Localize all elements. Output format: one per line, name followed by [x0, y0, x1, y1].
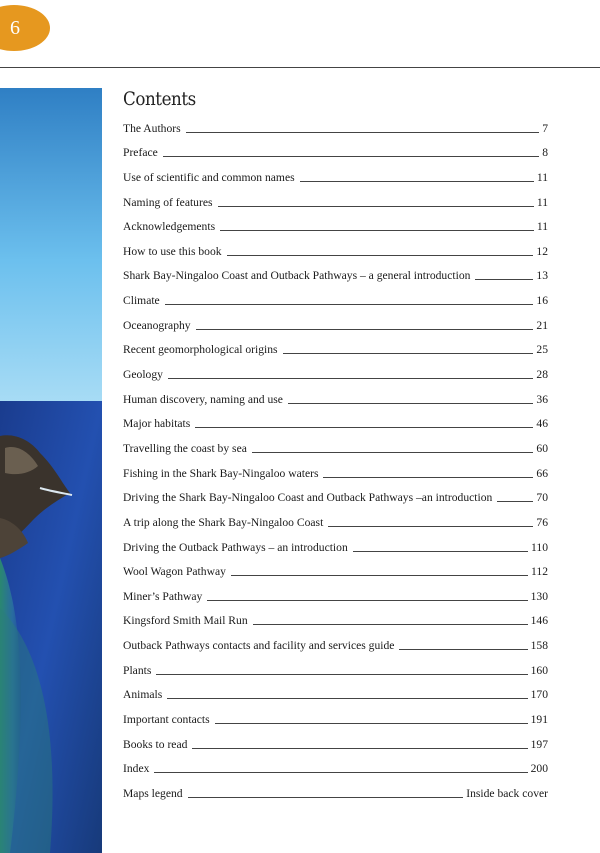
dot-leader: [123, 304, 548, 305]
toc-entry-page: 21: [533, 320, 548, 332]
toc-entry-page: 110: [528, 542, 548, 554]
toc-entry-page: 46: [533, 418, 548, 430]
toc-entry: [123, 386, 548, 411]
toc-entry-page: 191: [528, 714, 548, 726]
toc-entry-page: Inside back cover: [463, 788, 548, 800]
toc-entry-page: 197: [528, 739, 548, 751]
toc-entry-title: Outback Pathways contacts and facility and services guide: [123, 640, 399, 652]
header-rule: [0, 67, 600, 68]
dot-leader: [123, 132, 548, 133]
toc-entry-page: 60: [533, 443, 548, 455]
dot-leader: [123, 378, 548, 379]
toc-entry: [123, 559, 548, 584]
toc-entry-page: 7: [539, 123, 548, 135]
table-of-contents: [123, 115, 548, 805]
toc-entry-page: 11: [534, 197, 548, 209]
toc-entry-title: Plants: [123, 665, 156, 677]
toc-entry-title: Acknowledgements: [123, 221, 220, 233]
toc-entry-title: Driving the Outback Pathways – an introduction: [123, 542, 353, 554]
dot-leader: [123, 674, 548, 675]
toc-entry-title: Index: [123, 763, 154, 775]
toc-entry-page: 112: [528, 566, 548, 578]
toc-entry: [123, 140, 548, 165]
toc-entry-page: 76: [533, 517, 548, 529]
toc-entry-page: 16: [533, 295, 548, 307]
toc-entry: [123, 189, 548, 214]
toc-entry-title: Climate: [123, 295, 165, 307]
toc-entry-page: 11: [534, 172, 548, 184]
toc-entry: [123, 756, 548, 781]
toc-entry-page: 12: [533, 246, 548, 258]
toc-entry: [123, 460, 548, 485]
toc-entry: [123, 361, 548, 386]
toc-entry-page: 13: [533, 270, 548, 282]
toc-entry: [123, 337, 548, 362]
toc-entry: [123, 780, 548, 805]
toc-entry-title: Major habitats: [123, 418, 195, 430]
toc-entry-title: Wool Wagon Pathway: [123, 566, 231, 578]
toc-entry-title: Shark Bay-Ningaloo Coast and Outback Pathways – a general introduction: [123, 270, 475, 282]
page-number: 6: [10, 17, 20, 39]
toc-entry-title: Oceanography: [123, 320, 196, 332]
toc-entry: [123, 682, 548, 707]
toc-entry: [123, 731, 548, 756]
toc-entry-page: 170: [528, 689, 548, 701]
toc-entry-title: Recent geomorphological origins: [123, 344, 283, 356]
toc-entry-title: Geology: [123, 369, 168, 381]
toc-entry-title: Maps legend: [123, 788, 188, 800]
toc-entry: [123, 312, 548, 337]
toc-entry-title: The Authors: [123, 123, 186, 135]
toc-entry: [123, 164, 548, 189]
toc-entry-page: 11: [534, 221, 548, 233]
toc-entry-title: How to use this book: [123, 246, 227, 258]
toc-entry-title: Travelling the coast by sea: [123, 443, 252, 455]
toc-entry-title: Fishing in the Shark Bay-Ningaloo waters: [123, 468, 323, 480]
dot-leader: [123, 772, 548, 773]
toc-entry: [123, 214, 548, 239]
toc-entry-title: Naming of features: [123, 197, 218, 209]
toc-entry-page: 28: [533, 369, 548, 381]
toc-entry-title: Preface: [123, 147, 163, 159]
toc-entry-title: A trip along the Shark Bay-Ningaloo Coast: [123, 517, 328, 529]
toc-entry-page: 8: [539, 147, 548, 159]
toc-entry-page: 66: [533, 468, 548, 480]
toc-entry-page: 200: [528, 763, 548, 775]
toc-entry: [123, 435, 548, 460]
page-number-tab: [0, 5, 50, 51]
toc-entry-page: 130: [528, 591, 548, 603]
toc-entry-title: Animals: [123, 689, 167, 701]
toc-entry-title: Important contacts: [123, 714, 215, 726]
dot-leader: [123, 698, 548, 699]
toc-entry: [123, 657, 548, 682]
dot-leader: [123, 156, 548, 157]
toc-entry-title: Driving the Shark Bay-Ningaloo Coast and Outback Pathways –an introduction: [123, 492, 497, 504]
toc-entry-title: Books to read: [123, 739, 192, 751]
toc-entry: [123, 115, 548, 140]
toc-entry: [123, 263, 548, 288]
toc-entry-page: 70: [533, 492, 548, 504]
toc-entry-title: Human discovery, naming and use: [123, 394, 288, 406]
toc-entry: [123, 534, 548, 559]
toc-entry: [123, 608, 548, 633]
toc-entry: [123, 632, 548, 657]
toc-entry: [123, 411, 548, 436]
toc-entry: [123, 287, 548, 312]
toc-entry-page: 25: [533, 344, 548, 356]
toc-entry-page: 36: [533, 394, 548, 406]
toc-entry-page: 158: [528, 640, 548, 652]
toc-entry: [123, 706, 548, 731]
toc-entry: [123, 509, 548, 534]
toc-entry-page: 146: [528, 615, 548, 627]
toc-entry-title: Use of scientific and common names: [123, 172, 300, 184]
toc-entry: [123, 238, 548, 263]
toc-entry-title: Miner’s Pathway: [123, 591, 207, 603]
toc-entry-page: 160: [528, 665, 548, 677]
coastal-photo: [0, 88, 102, 853]
contents-heading: Contents: [123, 88, 196, 110]
toc-entry: [123, 583, 548, 608]
toc-entry: [123, 485, 548, 510]
toc-entry-title: Kingsford Smith Mail Run: [123, 615, 253, 627]
